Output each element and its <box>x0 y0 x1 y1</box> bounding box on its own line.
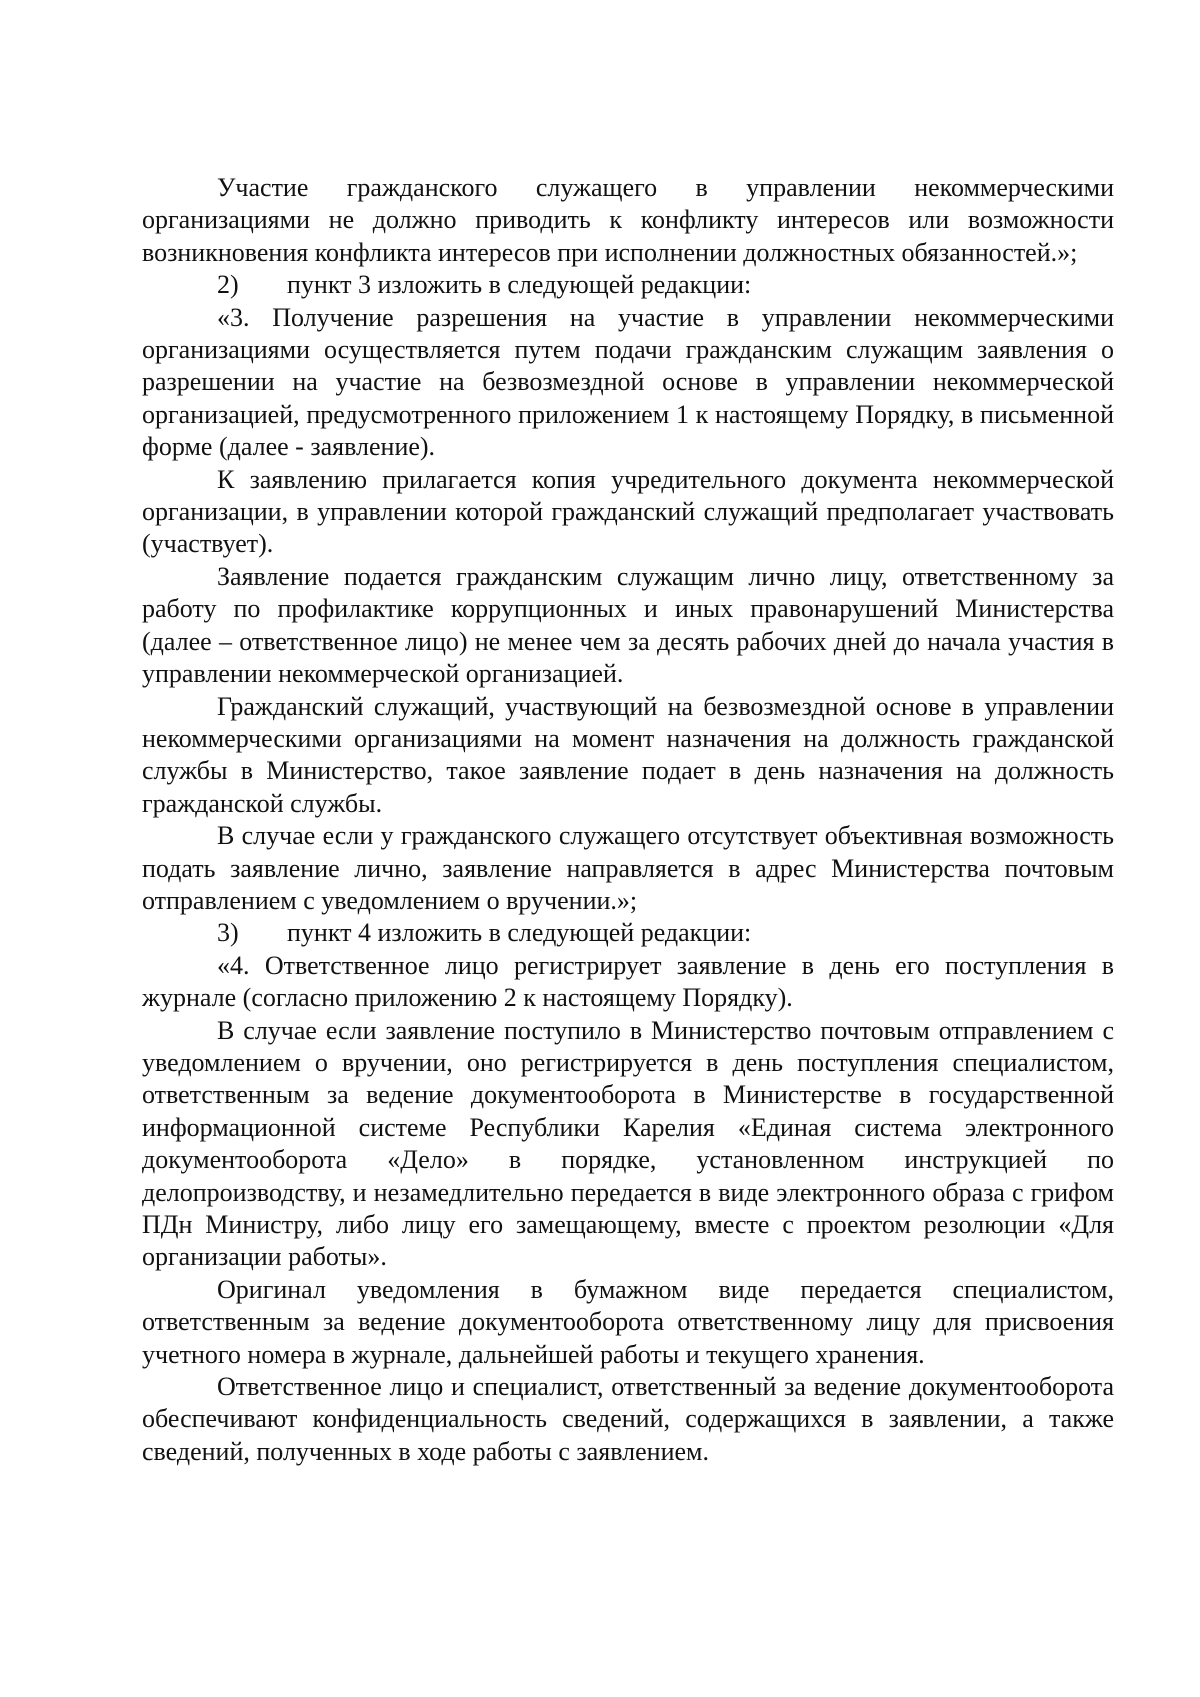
paragraph: В случае если заявление поступило в Министерство почтовым отправлением с уведомлением о вручении, оно регистрируется в день поступления специалистом, ответственным за ведение документооборота в Министерстве в государственной информационной системе Республики Карелия «Единая система электронного документооборота «Дело» в порядке, установленном инструкцией по делопроизводству, и незамедлительно передается в виде электронного образа с грифом ПДн Министру, либо лицу его замещающему, вместе с проектом резолюции «Для организации работы». <box>142 1015 1114 1272</box>
item-number: 3) <box>217 918 239 948</box>
item-number: 2) <box>217 270 239 300</box>
paragraph: Ответственное лицо и специалист, ответственный за ведение документооборота обеспечивают конфиденциальность сведений, содержащихся в заявлении, а также сведений, полученных в ходе работы с заявлением. <box>142 1372 1114 1466</box>
item-text: пункт 4 изложить в следующей редакции: <box>287 918 752 948</box>
paragraph: Участие гражданского служащего в управлении некоммерческими организациями не должно приводить к конфликту интересов или возможности возникновения конфликта интересов при исполнении должностных обязанностей.»; <box>142 173 1114 267</box>
paragraph: «3. Получение разрешения на участие в управлении некоммерческими организациями осуществляется путем подачи гражданским служащим заявления о разрешении на участие на безвозмездной основе в управлении некоммерческой организацией, предусмотренного приложением 1 к настоящему Порядку, в письменной форме (далее - заявление). <box>142 302 1114 462</box>
item-text: пункт 3 изложить в следующей редакции: <box>287 270 752 300</box>
paragraph: Оригинал уведомления в бумажном виде передается специалистом, ответственным за ведение документооборота ответственному лицу для присвоения учетного номера в журнале, дальнейшей работы и текущего хранения. <box>142 1274 1114 1369</box>
paragraph: «4. Ответственное лицо регистрирует заявление в день его поступления в журнале (согласно приложению 2 к настоящему Порядку). <box>142 950 1114 1013</box>
paragraph: В случае если у гражданского служащего отсутствует объективная возможность подать заявление лично, заявление направляется в адрес Министерства почтовым отправлением с уведомлением о вручении.»; <box>142 821 1114 915</box>
list-item <box>142 917 1114 949</box>
document-body <box>142 172 1114 1468</box>
paragraph: Гражданский служащий, участвующий на безвозмездной основе в управлении некоммерческими организациями на момент назначения на должность гражданской службы в Министерство, такое заявление подает в день назначения на должность гражданской службы. <box>142 691 1114 818</box>
paragraph: К заявлению прилагается копия учредительного документа некоммерческой организации, в управлении которой гражданский служащий предполагает участвовать (участвует). <box>142 464 1114 559</box>
paragraph: Заявление подается гражданским служащим лично лицу, ответственному за работу по профилактике коррупционных и иных правонарушений Министерства (далее – ответственное лицо) не менее чем за десять рабочих дней до начала участия в управлении некоммерческой организацией. <box>142 561 1114 689</box>
list-item <box>142 269 1114 301</box>
